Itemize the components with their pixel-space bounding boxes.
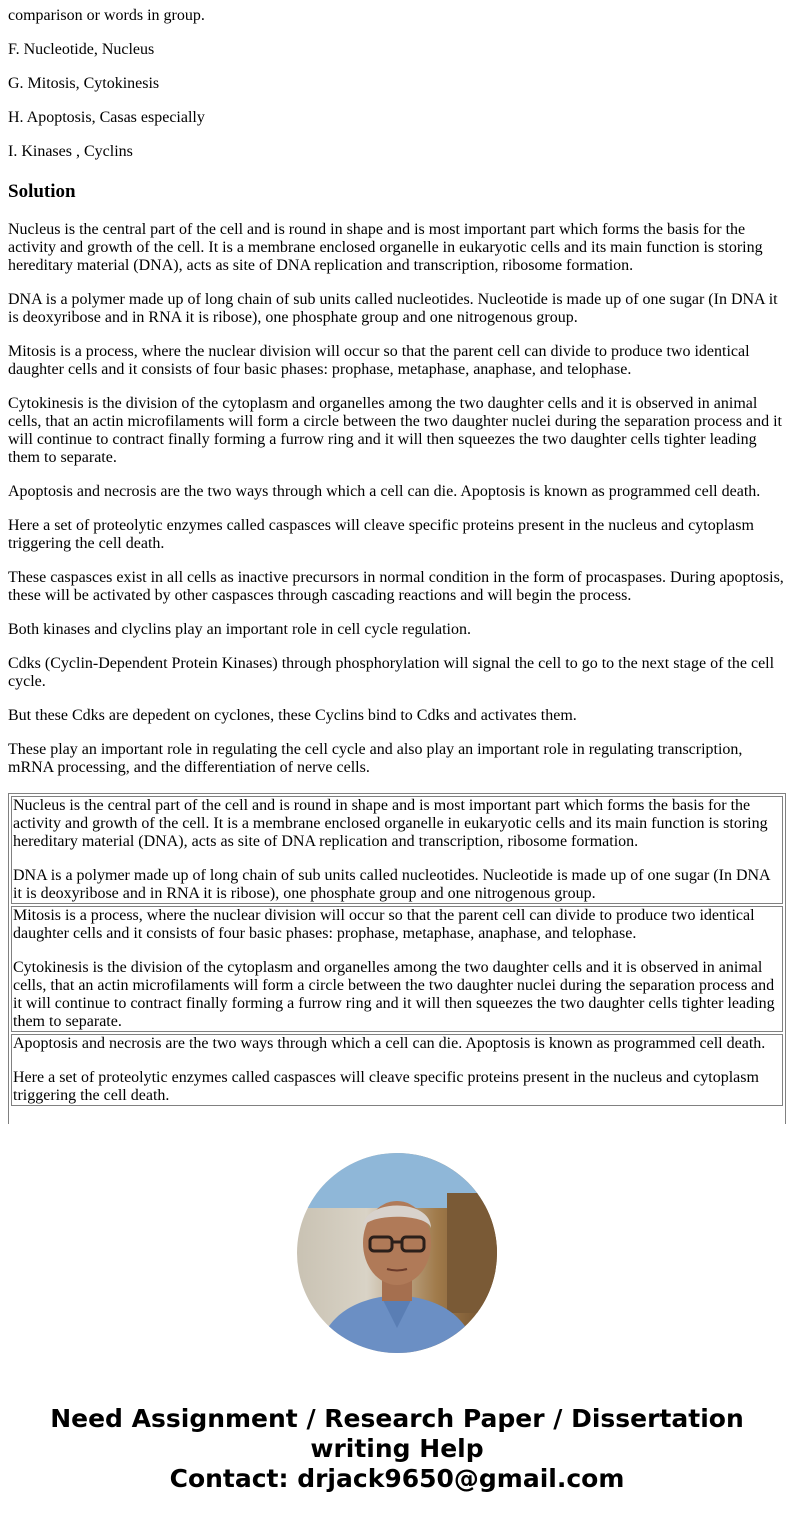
solution-paragraph: These caspasces exist in all cells as inactive precursors in normal condition in the form of procaspases. During apoptosis, these will be activated by other caspasces through cascading reactions and will begin the process.: [8, 569, 784, 604]
cell-paragraph: Here a set of proteolytic enzymes called caspasces will cleave specific proteins present in the nucleus and cytoplasm triggering the cell death.: [13, 1069, 759, 1104]
author-photo: [297, 1153, 497, 1353]
cell-paragraph: Apoptosis and necrosis are the two ways through which a cell can die. Apoptosis is known as programmed cell death.: [13, 1035, 766, 1052]
cell-paragraph: Mitosis is a process, where the nuclear division will occur so that the parent cell can divide to produce two identical daughter cells and it consists of four basic phases: prophase, metaphase, anaphase, and telophase.: [13, 907, 755, 942]
list-item: H. Apoptosis, Casas especially: [8, 109, 205, 126]
contact-banner: [0, 1404, 794, 1494]
solution-table: [8, 793, 786, 1124]
solution-paragraph: Mitosis is a process, where the nuclear division will occur so that the parent cell can divide to produce two identical daughter cells and it consists of four basic phases: prophase, metaphase, anaphase, and telophase.: [8, 343, 750, 378]
cell-paragraph: DNA is a polymer made up of long chain of sub units called nucleotides. Nucleotide is made up of one sugar (In DNA it is deoxyribose and in RNA it is ribose), one phosphate group and one nitrogenous group.: [13, 867, 770, 902]
solution-paragraph: But these Cdks are depedent on cyclones, these Cyclins bind to Cdks and activates them.: [8, 707, 577, 724]
contact-email: Contact: drjack9650@gmail.com: [169, 1464, 625, 1493]
banner-line: writing Help: [310, 1434, 484, 1463]
cell-paragraph: Cytokinesis is the division of the cytoplasm and organelles among the two daughter cells and it is observed in animal cells, that an actin microfilaments will form a circle between the two daughter nuclei during the separation process and it will continue to contract finally forming a furrow ring and it will then squeezes the two daughter cells tighter leading them to separate.: [13, 959, 775, 1030]
cell-paragraph: Nucleus is the central part of the cell and is round in shape and is most important part which forms the basis for the activity and growth of the cell. It is a membrane enclosed organelle in eukaryotic cells and its main function is storing hereditary material (DNA), acts as site of DNA replication and transcription, ribosome formation.: [13, 797, 768, 850]
person-portrait-icon: [297, 1153, 497, 1353]
solution-paragraph: Nucleus is the central part of the cell and is round in shape and is most important part which forms the basis for the activity and growth of the cell. It is a membrane enclosed organelle in eukaryotic cells and its main function is storing hereditary material (DNA), acts as site of DNA replication and transcription, ribosome formation.: [8, 221, 763, 274]
list-item: G. Mitosis, Cytokinesis: [8, 75, 160, 92]
table-cell: [11, 906, 783, 1032]
solution-paragraph: These play an important role in regulating the cell cycle and also play an important role in regulating transcription, mRNA processing, and the differentiation of nerve cells.: [8, 741, 743, 776]
list-item: I. Kinases , Cyclins: [8, 143, 133, 160]
table-cell: [11, 1034, 783, 1106]
solution-paragraph: Apoptosis and necrosis are the two ways through which a cell can die. Apoptosis is known as programmed cell death.: [8, 483, 761, 500]
solution-paragraph: Here a set of proteolytic enzymes called caspasces will cleave specific proteins present in the nucleus and cytoplasm triggering the cell death.: [8, 517, 754, 552]
list-item: F. Nucleotide, Nucleus: [8, 41, 155, 58]
solution-paragraph: DNA is a polymer made up of long chain of sub units called nucleotides. Nucleotide is made up of one sugar (In DNA it is deoxyribose and in RNA it is ribose), one phosphate group and one nitrogenous group.: [8, 291, 778, 326]
solution-heading: Solution: [8, 181, 76, 202]
solution-paragraph: Cdks (Cyclin-Dependent Protein Kinases) through phosphorylation will signal the cell to go to the next stage of the cell cycle.: [8, 655, 775, 690]
table-cell: [11, 796, 783, 904]
banner-line: Need Assignment / Research Paper / Dissertation: [50, 1404, 744, 1433]
intro-fragment: comparison or words in group.: [8, 7, 205, 24]
solution-paragraph: Cytokinesis is the division of the cytoplasm and organelles among the two daughter cells and it is observed in animal cells, that an actin microfilaments will form a circle between the two daughter nuclei during the separation process and it will continue to contract finally forming a furrow ring and it will then squeezes the two daughter cells tighter leading them to separate.: [8, 395, 782, 466]
solution-paragraph: Both kinases and clyclins play an important role in cell cycle regulation.: [8, 621, 471, 638]
